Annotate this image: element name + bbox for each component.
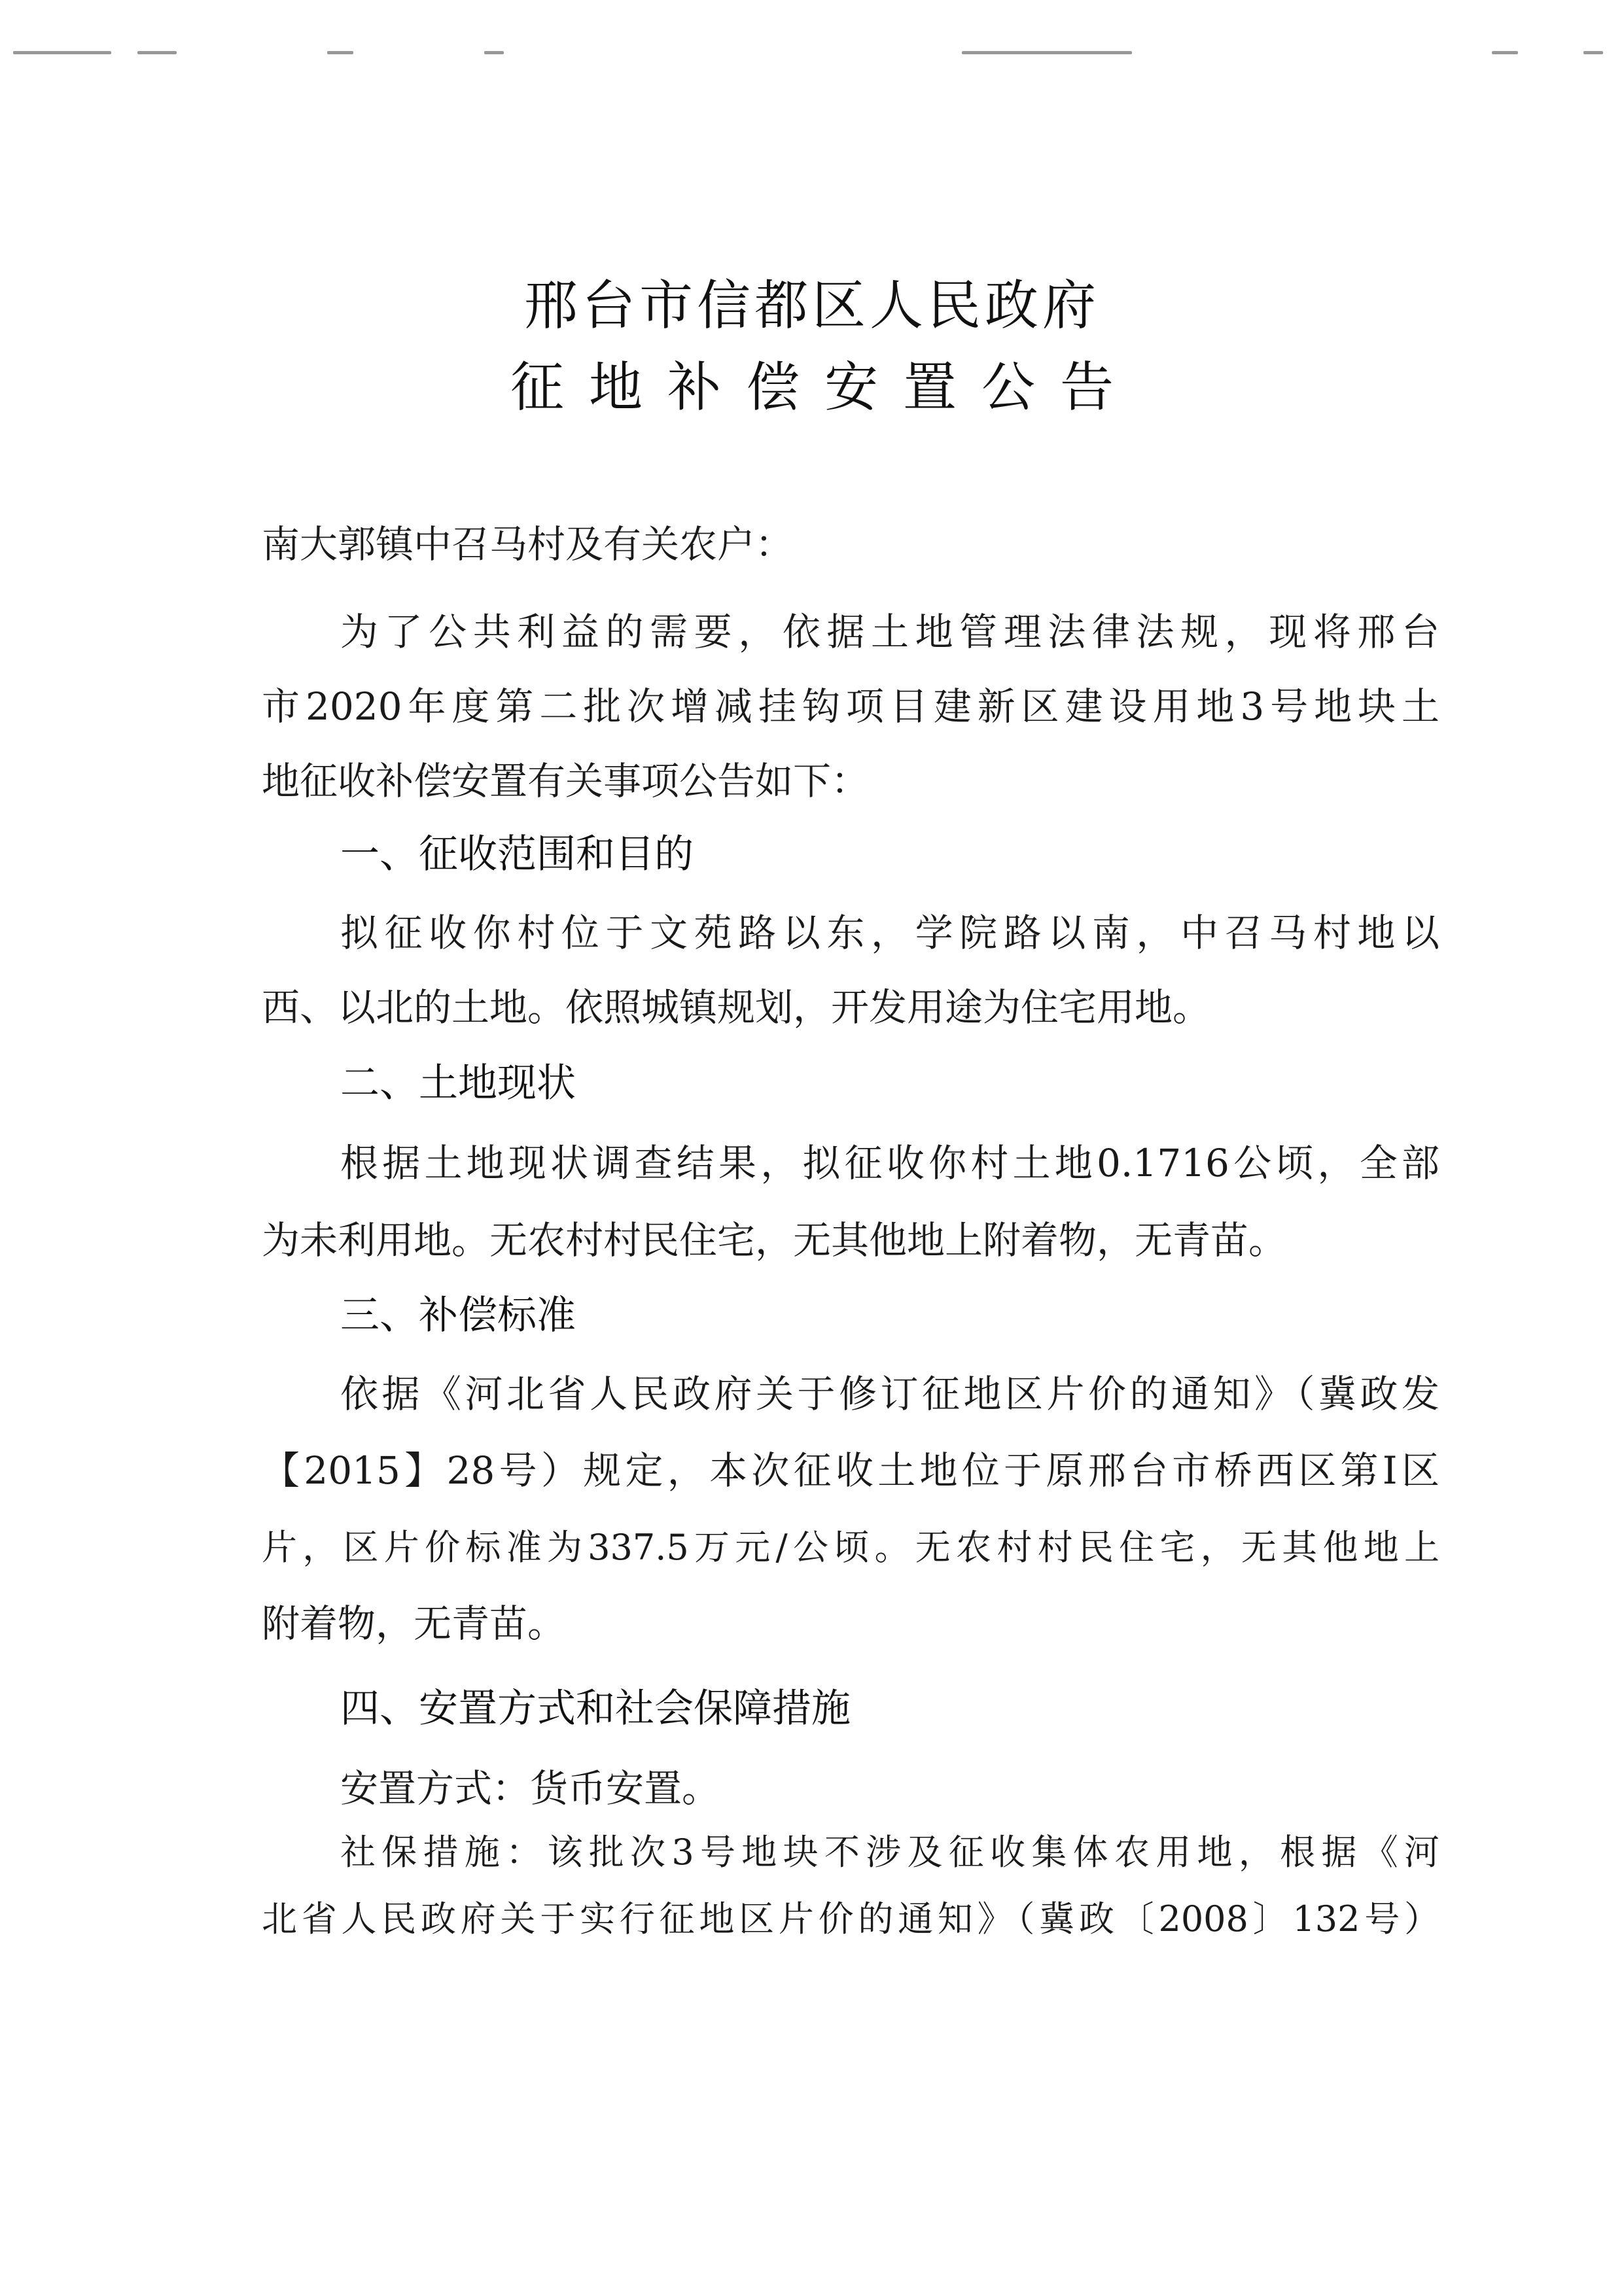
section-3-line-4: 附着物，无青苗。 [262, 1601, 566, 1646]
intro-line-1: 为了公共利益的需要，依据土地管理法律法规，现将邢台 [340, 610, 1439, 654]
section-4-line-1: 安置方式：货币安置。 [340, 1766, 720, 1811]
section-3-line-2: 【2015】28号）规定，本次征收土地位于原邢台市桥西区第Ⅰ区 [262, 1448, 1439, 1493]
section-heading-2: 二、土地现状 [340, 1060, 576, 1106]
intro-line-3: 地征收补偿安置有关事项公告如下： [262, 759, 870, 803]
section-4-line-3: 北省人民政府关于实行征地区片价的通知》（冀政〔2008〕132号） [262, 1898, 1439, 1939]
section-1-line-2: 西、以北的土地。依照城镇规划，开发用途为住宅用地。 [262, 985, 1211, 1030]
intro-line-2: 市2020年度第二批次增减挂钩项目建新区建设用地3号地块土 [262, 684, 1439, 729]
section-heading-4: 四、安置方式和社会保障措施 [340, 1686, 851, 1731]
section-3-line-1: 依据《河北省人民政府关于修订征地区片价的通知》（冀政发 [340, 1372, 1439, 1416]
document-title-line1: 邢台市信都区人民政府 [523, 275, 1100, 337]
document-title-line2: 征地补偿安置公告 [510, 357, 1139, 419]
section-1-line-1: 拟征收你村位于文苑路以东，学院路以南，中召马村地以 [340, 911, 1439, 955]
section-3-line-3: 片，区片价标准为337.5万元/公顷。无农村村民住宅，无其他地上 [262, 1527, 1439, 1568]
section-heading-3: 三、补偿标准 [340, 1293, 576, 1338]
section-heading-1: 一、征收范围和目的 [340, 831, 694, 877]
addressee: 南大郭镇中召马村及有关农户： [262, 522, 794, 566]
scan-edge-artifact [13, 47, 1610, 59]
section-2-line-2: 为未利用地。无农村村民住宅，无其他地上附着物，无青苗。 [262, 1218, 1287, 1262]
section-4-line-2: 社保措施：该批次3号地块不涉及征收集体农用地，根据《河 [340, 1832, 1439, 1873]
section-2-line-1: 根据土地现状调查结果，拟征收你村土地0.1716公顷，全部 [340, 1141, 1439, 1185]
